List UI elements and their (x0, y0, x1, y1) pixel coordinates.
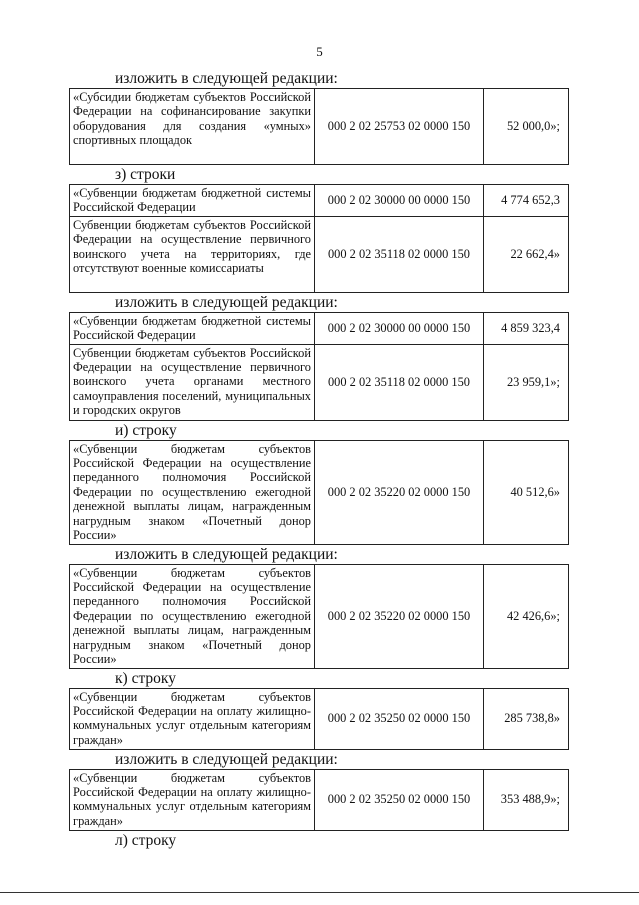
table-row (70, 216, 569, 292)
row-code: 000 2 02 35118 02 0000 150 (315, 216, 484, 292)
amendment-lead: изложить в следующей редакции: (115, 293, 338, 311)
budget-table (69, 688, 569, 750)
row-amount: 42 426,6»; (484, 564, 569, 668)
page-number: 5 (316, 44, 323, 59)
amendment-lead: к) строку (115, 669, 176, 687)
table-row (70, 344, 569, 420)
budget-table (69, 769, 569, 831)
row-description: «Субвенции бюджетам субъектов Российской Федерации на оплату жилищно-коммунальных услуг отдельным категориям граждан» (70, 688, 315, 749)
row-description: «Субвенции бюджетам субъектов Российской Федерации на осуществление переданного полномочия Российской Федерации по осуществлению ежегодной денежной выплаты лицам, награжденным нагрудным знаком «Почетный донор России» (70, 564, 315, 668)
table-row (70, 769, 569, 830)
row-code: 000 2 02 30000 00 0000 150 (315, 185, 484, 217)
budget-table (69, 88, 569, 165)
amendment-lead: изложить в следующей редакции: (115, 545, 338, 563)
budget-table (69, 440, 569, 545)
row-amount: 4 859 323,4 (484, 312, 569, 344)
budget-table (69, 184, 569, 293)
row-code: 000 2 02 35250 02 0000 150 (315, 688, 484, 749)
row-amount: 22 662,4» (484, 216, 569, 292)
amendment-lead: л) строку (115, 831, 177, 849)
row-code: 000 2 02 35220 02 0000 150 (315, 564, 484, 668)
table-row (70, 185, 569, 217)
amendment-lead: изложить в следующей редакции: (115, 70, 338, 87)
document-body (69, 70, 569, 850)
row-code: 000 2 02 25753 02 0000 150 (315, 89, 484, 165)
page-bottom-rule (0, 892, 639, 893)
row-amount: 52 000,0»; (484, 89, 569, 165)
budget-table (69, 312, 569, 421)
budget-table (69, 564, 569, 669)
amendment-lead: изложить в следующей редакции: (115, 750, 338, 768)
table-row (70, 312, 569, 344)
row-description: «Субвенции бюджетам субъектов Российской Федерации на оплату жилищно-коммунальных услуг отдельным категориям граждан» (70, 769, 315, 830)
amendment-lead: и) строку (115, 421, 177, 439)
row-amount: 23 959,1»; (484, 344, 569, 420)
row-amount: 40 512,6» (484, 440, 569, 544)
table-row (70, 564, 569, 668)
amendment-lead: з) строки (115, 166, 176, 183)
row-amount: 353 488,9»; (484, 769, 569, 830)
row-description: Субвенции бюджетам субъектов Российской Федерации на осуществление первичного воинского учета на территориях, где отсутствуют военные комиссариаты (70, 216, 315, 292)
row-amount: 4 774 652,3 (484, 185, 569, 217)
table-row (70, 440, 569, 544)
row-code: 000 2 02 35118 02 0000 150 (315, 344, 484, 420)
row-description: Субвенции бюджетам субъектов Российской Федерации на осуществление первичного воинского учета органами местного самоуправления поселений, муниципальных и городских округов (70, 344, 315, 420)
table-row (70, 89, 569, 165)
row-amount: 285 738,8» (484, 688, 569, 749)
row-description: «Субвенции бюджетам бюджетной системы Российской Федерации (70, 312, 315, 344)
row-description: «Субвенции бюджетам бюджетной системы Российской Федерации (70, 185, 315, 217)
row-code: 000 2 02 35220 02 0000 150 (315, 440, 484, 544)
row-description: «Субвенции бюджетам субъектов Российской Федерации на осуществление переданного полномочия Российской Федерации по осуществлению ежегодной денежной выплаты лицам, награжденным нагрудным знаком «Почетный донор России» (70, 440, 315, 544)
row-description: «Субсидии бюджетам субъектов Российской Федерации на софинансирование закупки оборудования для создания «умных» спортивных площадок (70, 89, 315, 165)
table-row (70, 688, 569, 749)
row-code: 000 2 02 30000 00 0000 150 (315, 312, 484, 344)
row-code: 000 2 02 35250 02 0000 150 (315, 769, 484, 830)
